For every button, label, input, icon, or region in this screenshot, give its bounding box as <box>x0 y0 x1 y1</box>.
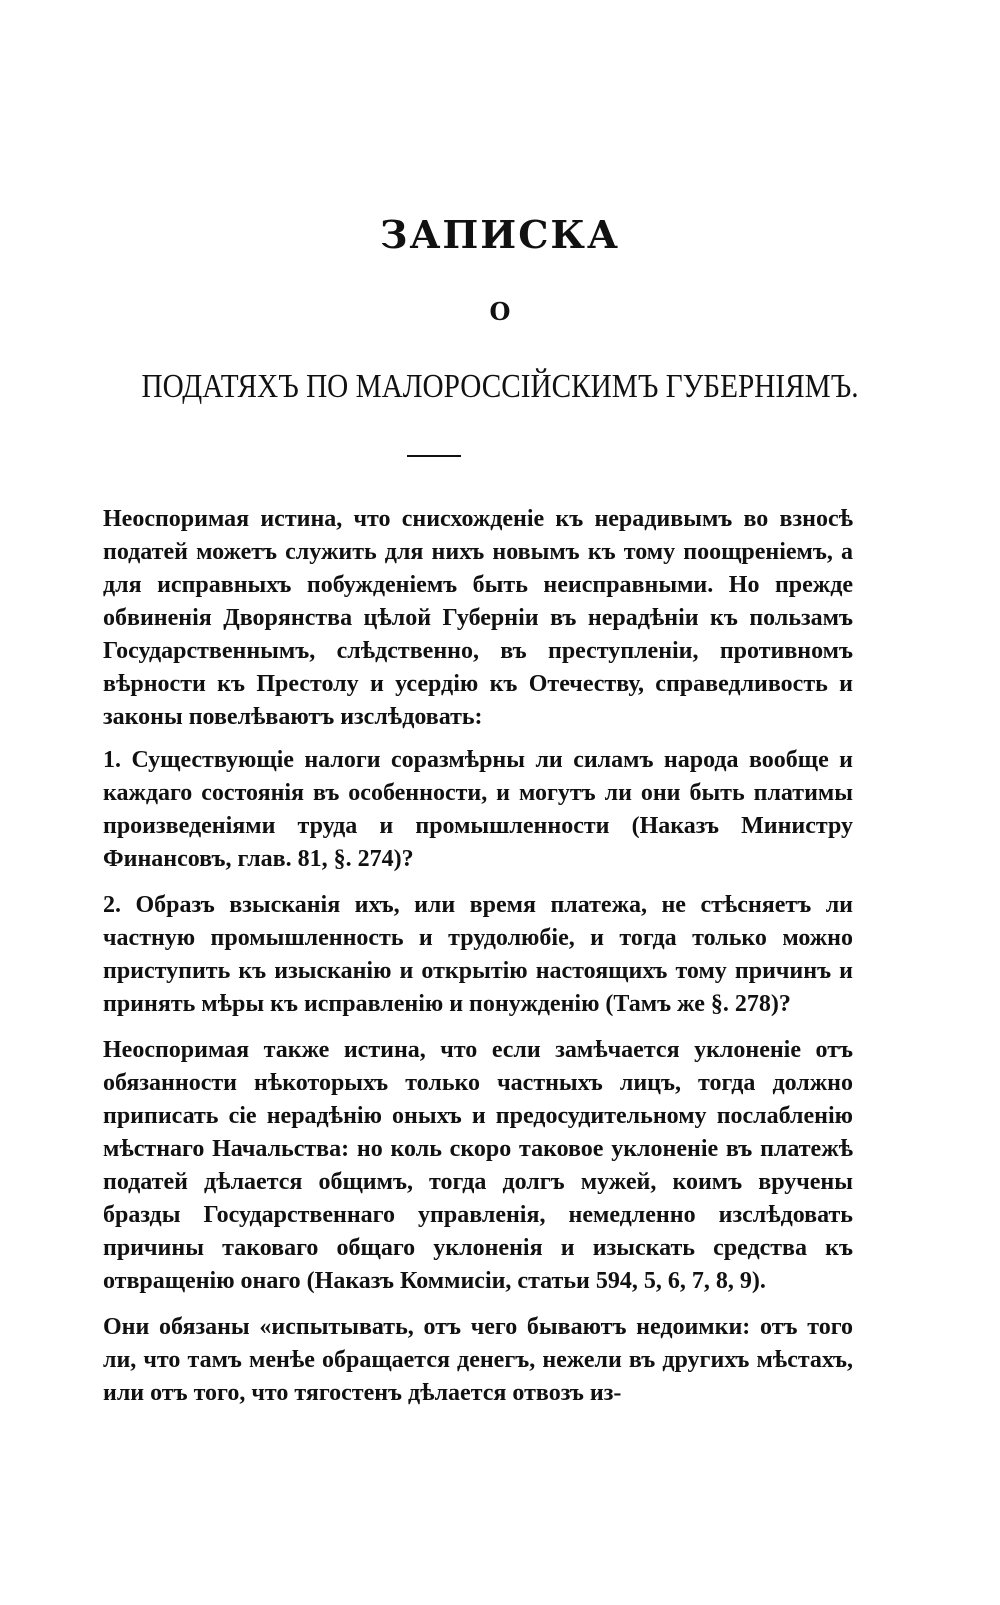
document-title: ЗАПИСКА <box>380 212 620 257</box>
paragraph-3: 2. Образъ взысканія ихъ, или время платежа, не стѣсняетъ ли частную промышленность и трудолюбіе, и тогда только можно приступить къ изысканію и открытію настоящихъ тому причинъ и принять мѣры къ исправленію и понужденію (Тамъ же §. 278)? <box>103 892 853 1017</box>
paragraph-5: Они обязаны «испытывать, отъ чего бываютъ недоимки: отъ того ли, что тамъ менѣе обращается денегъ, нежели въ другихъ мѣстахъ, или отъ того, что тягостенъ дѣлается отвозъ из- <box>103 1314 853 1406</box>
paragraph-4: Неоспоримая также истина, что если замѣчается уклоненіе отъ обязанности нѣкоторыхъ только частныхъ лицъ, тогда должно приписать сіе нерадѣнію оныхъ и предосудительному послабленію мѣстнаго Начальства: но коль скоро таковое уклоненіе въ платежѣ податей дѣлается общимъ, тогда долгъ мужей, коимъ вручены бразды Государственнаго управленія, немедленно изслѣдовать причины таковаго общаго уклоненія и изыскать средства къ отвращенію онаго (Наказъ Коммисіи, статьи 594, 5, 6, 7, 8, 9). <box>103 1037 853 1294</box>
subtitle-prefix: О <box>489 297 511 326</box>
paragraph-2: 1. Существующіе налоги соразмѣрны ли силамъ народа вообще и каждаго состоянія въ особенности, и могутъ ли они быть платимы произведеніями труда и промышленности (Наказъ Министру Финансовъ, глав. 81, §. 274)? <box>103 747 853 872</box>
title-divider <box>407 455 461 457</box>
document-subtitle: ПОДАТЯХЪ ПО МАЛОРОССІЙСКИМЪ ГУБЕРНІЯМЪ. <box>141 368 859 405</box>
paragraph-1: Неоспоримая истина, что снисхожденіе къ нерадивымъ во взносѣ податей можетъ служить для нихъ новымъ къ тому поощреніемъ, а для исправныхъ побужденіемъ быть неисправными. Но прежде обвиненія Дворянства цѣлой Губерніи въ нерадѣніи къ пользамъ Государственнымъ, слѣдственно, въ преступленіи, противномъ вѣрности къ Престолу и усердію къ Отечеству, справедливость и законы повелѣваютъ изслѣдовать: <box>103 506 853 730</box>
body-text <box>103 503 853 1423</box>
